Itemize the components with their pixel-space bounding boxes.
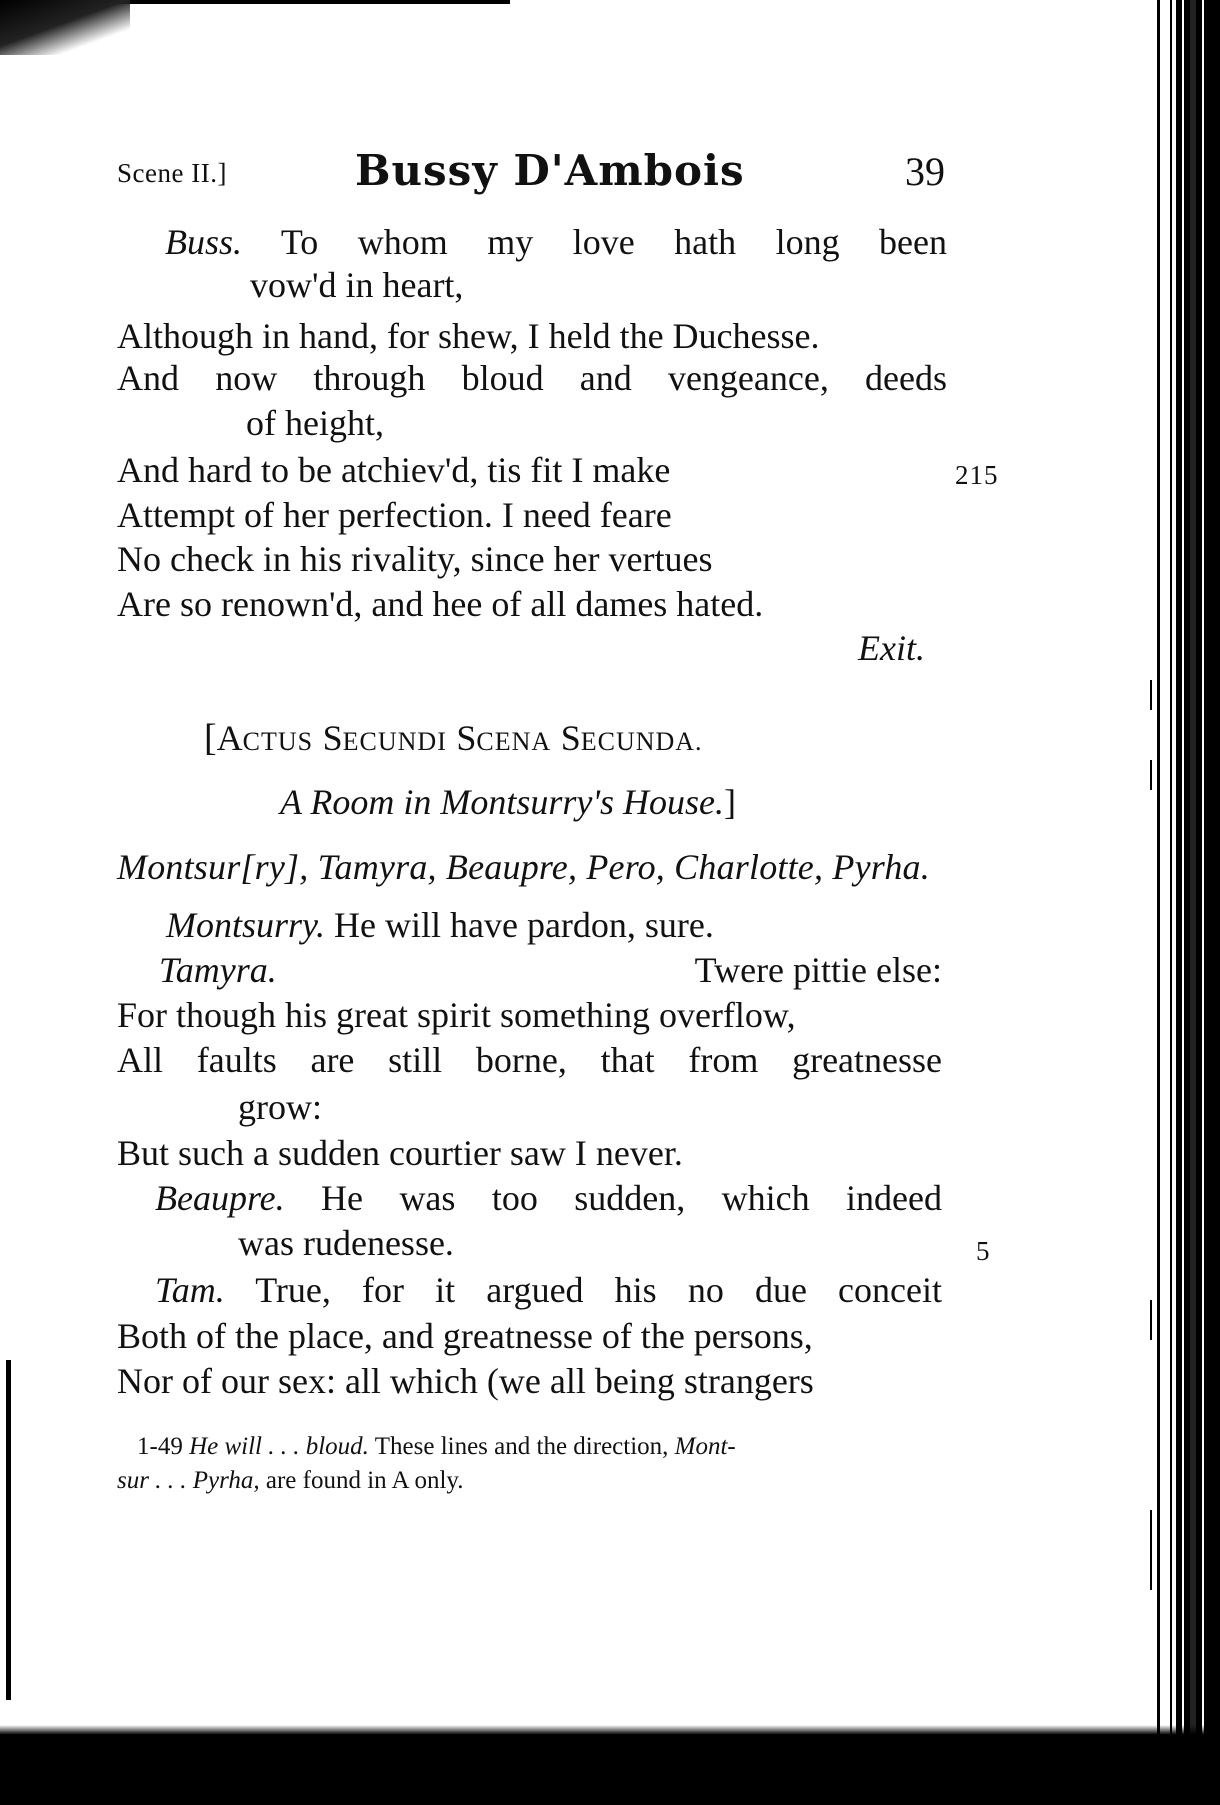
scan-line-right [1157, 0, 1160, 1805]
verse-line-continuation: grow: [238, 1087, 322, 1127]
scan-mark [1150, 760, 1152, 790]
verse-line: All faults are still borne, that from greatnesse [117, 1040, 942, 1080]
heading-bracket: [ [204, 717, 217, 759]
verse-line: And now through bloud and vengeance, deeds [117, 358, 947, 398]
location-text: A Room in Montsurry's House. [280, 782, 725, 822]
heading-letter: A [216, 718, 243, 758]
footnote-text: are found in A only. [265, 1467, 464, 1494]
footnote-ref: 1-49 [137, 1433, 183, 1460]
scan-line-right [1170, 0, 1172, 1805]
verse-line: Both of the place, and greatnesse of the persons, [117, 1316, 813, 1356]
line-number: 215 [955, 460, 999, 490]
speaker-name: Beaupre. [155, 1178, 285, 1218]
speech-text: Twere pittie else: [694, 950, 942, 990]
verse-line: Are so renown'd, and hee of all dames hated. [117, 584, 764, 624]
footnote-direction: Mont- [674, 1433, 736, 1460]
verse-line [165, 222, 947, 262]
scan-mark [1150, 1300, 1152, 1340]
scan-edge-left [6, 1360, 11, 1700]
footnote-line [117, 1466, 464, 1496]
speech-text: To whom my love hath long been [280, 222, 947, 262]
scan-shadow-top-left [0, 0, 130, 55]
heading-letter: S [560, 718, 581, 758]
speaker-name: Buss. [165, 222, 243, 262]
footnote-quote: He will . . . bloud. [189, 1433, 369, 1460]
scan-mark [1150, 1510, 1152, 1590]
running-head-scene: Scene II.] [117, 158, 227, 188]
verse-line [155, 1178, 942, 1218]
heading-smallcaps: ECUNDA. [580, 727, 703, 756]
heading-smallcaps: CTUS [242, 727, 314, 756]
verse-line: For though his great spirit something overflow, [117, 995, 796, 1035]
speech-text: True, for it argued his no due conceit [255, 1270, 942, 1310]
scan-mark [1150, 680, 1152, 710]
cast-list: Montsur[ry], Tamyra, Beaupre, Pero, Charlotte, Pyrha. [117, 847, 930, 887]
verse-line [155, 1270, 942, 1310]
verse-line: Although in hand, for shew, I held the Duchesse. [117, 316, 820, 356]
verse-line: No check in his rivality, since her vertues [117, 539, 713, 579]
verse-line-continuation: vow'd in heart, [250, 265, 464, 305]
speaker-name: Montsurry. [166, 905, 326, 945]
speaker-name: Tamyra. [159, 950, 277, 990]
scan-edge-right-dark [1210, 0, 1220, 1805]
footnote-text: These lines and the direction, [374, 1433, 669, 1460]
verse-line: Nor of our sex: all which (we all being strangers [117, 1361, 814, 1401]
footnote-direction: sur . . . Pyrha, [117, 1467, 260, 1494]
footnote-line [137, 1432, 736, 1462]
verse-line-continuation: of height, [246, 403, 384, 443]
verse-line: And hard to be atchiev'd, tis fit I make [117, 450, 671, 490]
verse-line: Attempt of her perfection. I need feare [117, 495, 672, 535]
running-head-title: Bussy D'Ambois [355, 146, 745, 195]
speech-text: He will have pardon, sure. [334, 905, 714, 945]
speech-text: He was too sudden, which indeed [321, 1178, 943, 1218]
verse-line [166, 905, 714, 945]
heading-smallcaps: ECUNDI [342, 727, 447, 756]
stage-direction-exit: Exit. [858, 628, 925, 668]
line-number: 5 [976, 1236, 991, 1266]
verse-line [159, 950, 942, 990]
heading-smallcaps: CENA [476, 727, 552, 756]
verse-line: But such a sudden courtier saw I never. [117, 1133, 683, 1173]
speaker-name: Tam. [155, 1270, 225, 1310]
scan-edge-bottom [0, 1725, 1220, 1805]
page-number: 39 [905, 149, 945, 194]
scene-location [280, 782, 736, 822]
scene-heading [204, 718, 703, 762]
location-bracket: ] [724, 782, 737, 822]
heading-letter: S [322, 718, 343, 758]
heading-letter: S [456, 718, 477, 758]
verse-line-continuation: was rudenesse. [238, 1223, 454, 1263]
